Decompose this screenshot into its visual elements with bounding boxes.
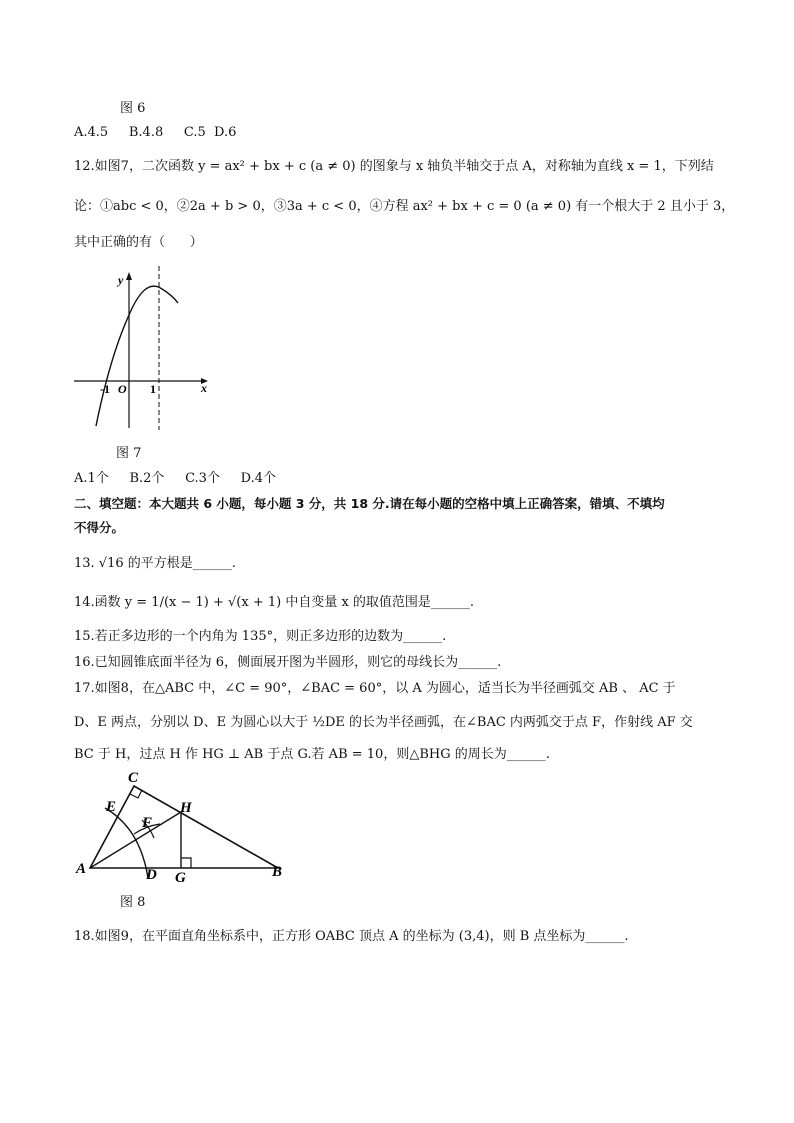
question-12-line-1: 12.如图7，二次函数 y = ax² + bx + c (a ≠ 0) 的图象与 x 轴负半轴交于点 A，对称轴为直线 x = 1，下列结 [74,159,714,174]
label-d: D [146,867,157,883]
label-h: H [180,800,192,816]
label-a: A [76,861,87,877]
question-12-line-2: 论：①abc < 0，②2a + b > 0，③3a + c < 0，④方程 ax² + bx + c = 0 (a ≠ 0) 有一个根大于 2 且小于 3， [74,199,735,214]
section-2-heading-line-1: 二、填空题：本大题共 6 小题，每小题 3 分，共 18 分.请在每小题的空格中填上正确答案，错填、不填均 [74,496,665,511]
origin-label: O [118,382,127,396]
question-15: 15.若正多边形的一个内角为 135°，则正多边形的边数为______. [74,629,447,644]
question-17-line-1: 17.如图8，在△ABC 中，∠C = 90°，∠BAC = 60°，以 A 为圆心，适当长为半径画弧交 AB 、 AC 于 [74,681,676,696]
question-12-options: A.1个 B.2个 C.3个 D.4个 [74,471,276,486]
label-g: G [175,870,186,886]
question-11-options: A.4.5 B.4.8 C.5 D.6 [74,125,237,140]
question-17-line-3: BC 于 H，过点 H 作 HG ⊥ AB 于点 G.若 AB = 10，则△BHG 的周长为______. [74,747,550,762]
x-axis-label: x [201,381,207,395]
section-2-heading-line-2: 不得分。 [74,520,125,535]
figure-7-caption: 图 7 [116,446,142,461]
figure-7-parabola-graph [70,262,220,434]
label-f: F [142,815,153,831]
question-13: 13. √16 的平方根是______. [74,556,236,571]
question-16: 16.已知圆锥底面半径为 6，侧面展开图为半圆形，则它的母线长为______. [74,655,502,670]
question-12-line-3: 其中正确的有（ ） [74,235,203,250]
figure-8-caption: 图 8 [120,895,146,910]
y-axis-label: y [118,273,124,287]
label-c: C [128,770,139,786]
question-17-line-2: D、E 两点，分别以 D、E 为圆心以大于 ½DE 的长为半径画弧，在∠BAC 内两弧交于点 F，作射线 AF 交 [74,715,693,730]
figure-8-triangle-diagram [72,768,292,886]
question-18: 18.如图9，在平面直角坐标系中，正方形 OABC 顶点 A 的坐标为 (3,4)，则 B 点坐标为______. [74,929,629,944]
tick-label-one: 1 [150,382,156,396]
triangle-abc [90,786,278,868]
label-b: B [272,864,283,880]
question-14: 14.函数 y = 1/(x − 1) + √(x + 1) 中自变量 x 的取值范围是______. [74,595,475,610]
figure-6-caption: 图 6 [120,101,146,116]
y-axis-arrow-icon [126,272,132,280]
parabola-curve [96,286,178,426]
label-e: E [106,799,117,815]
tick-label-negative-one: -1 [100,382,110,396]
right-angle-mark-g [181,858,191,868]
